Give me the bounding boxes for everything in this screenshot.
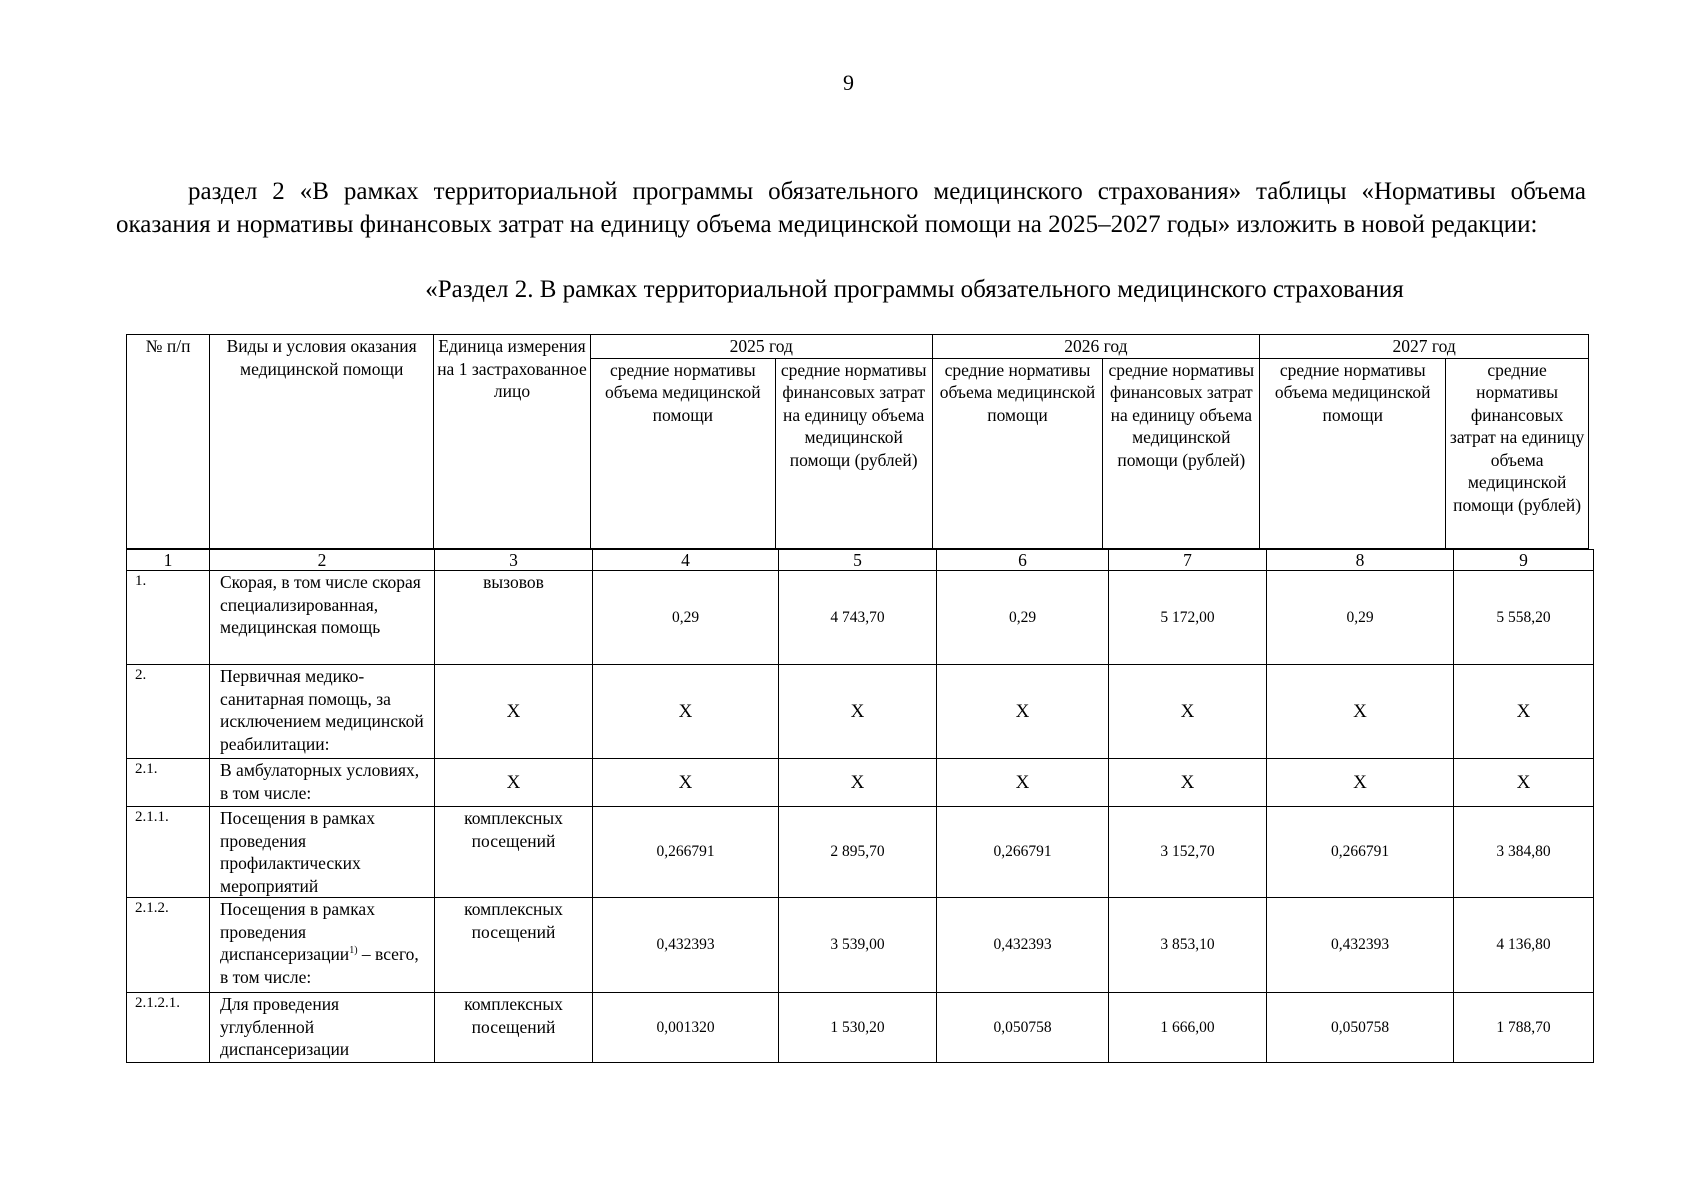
cost-2027: 5 558,20	[1454, 571, 1594, 665]
intro-text: раздел 2 «В рамках территориальной программы обязательного медицинского страхования» таблицы «Нормативы объема оказания и нормативы финансовых затрат на единицу объема медицинской помощи на 2025–2027 годы» изложить в новой редакции:	[116, 178, 1586, 238]
column-number: 1	[127, 550, 210, 571]
cost-2025: X	[779, 759, 937, 807]
row-unit: комплексных посещений	[435, 807, 593, 898]
row-number: 1.	[127, 571, 210, 665]
row-unit: X	[435, 665, 593, 759]
row-number: 2.	[127, 665, 210, 759]
row-unit: вызовов	[435, 571, 593, 665]
table-row	[127, 993, 1594, 1063]
volume-2026: 0,050758	[937, 993, 1109, 1063]
volume-2026: 0,266791	[937, 807, 1109, 898]
header-2027-volume: средние нормативы объема медицинской помощи	[1260, 358, 1446, 548]
row-name-part: Посещения в рамках проведения диспансеризации	[220, 899, 375, 964]
cost-2027: 1 788,70	[1454, 993, 1594, 1063]
section-title	[0, 273, 1697, 306]
cost-2026: 5 172,00	[1109, 571, 1267, 665]
row-number: 2.1.1.	[127, 807, 210, 898]
volume-2027: 0,050758	[1267, 993, 1454, 1063]
column-number: 5	[779, 550, 937, 571]
cost-2025: 1 530,20	[779, 993, 937, 1063]
volume-2025: 0,29	[593, 571, 779, 665]
cost-2026: 3 152,70	[1109, 807, 1267, 898]
column-number-row	[127, 550, 1594, 571]
cost-2026: 1 666,00	[1109, 993, 1267, 1063]
column-number: 7	[1109, 550, 1267, 571]
volume-2025: 0,001320	[593, 993, 779, 1063]
table-row	[127, 665, 1594, 759]
table-row	[127, 571, 1594, 665]
row-name	[210, 898, 435, 993]
volume-2027: 0,266791	[1267, 807, 1454, 898]
cost-2027: 4 136,80	[1454, 898, 1594, 993]
row-unit: X	[435, 759, 593, 807]
cost-2025: 2 895,70	[779, 807, 937, 898]
volume-2025: 0,266791	[593, 807, 779, 898]
column-number: 9	[1454, 550, 1594, 571]
footnote-marker: 1)	[349, 945, 358, 957]
table-row	[127, 807, 1594, 898]
table-row	[127, 898, 1594, 993]
row-name: В амбулаторных условиях, в том числе:	[210, 759, 435, 807]
table-header	[126, 334, 1589, 549]
cost-2025: X	[779, 665, 937, 759]
column-number: 8	[1267, 550, 1454, 571]
header-2025-volume: средние нормативы объема медицинской помощи	[590, 358, 775, 548]
volume-2025: 0,432393	[593, 898, 779, 993]
row-name: Первичная медико-санитарная помощь, за исключением медицинской реабилитации:	[210, 665, 435, 759]
cost-2026: X	[1109, 759, 1267, 807]
header-2026-cost: средние нормативы финансовых затрат на единицу объема медицинской помощи (рублей)	[1103, 358, 1260, 548]
cost-2027: X	[1454, 759, 1594, 807]
header-unit: Единица измерения на 1 застрахованное лицо	[434, 335, 591, 549]
header-2026-volume: средние нормативы объема медицинской помощи	[932, 358, 1103, 548]
header-year-2025: 2025 год	[590, 335, 932, 359]
cost-2026: X	[1109, 665, 1267, 759]
volume-2026: 0,432393	[937, 898, 1109, 993]
volume-2026: X	[937, 665, 1109, 759]
table-row	[127, 759, 1594, 807]
volume-2027: 0,29	[1267, 571, 1454, 665]
row-name: Скорая, в том числе скорая специализированная, медицинская помощь	[210, 571, 435, 665]
header-num: № п/п	[127, 335, 210, 549]
volume-2026: X	[937, 759, 1109, 807]
header-2025-cost: средние нормативы финансовых затрат на единицу объема медицинской помощи (рублей)	[775, 358, 932, 548]
row-name: Для проведения углубленной диспансеризации	[210, 993, 435, 1063]
row-number: 2.1.2.1.	[127, 993, 210, 1063]
row-name-part: – всего, в том числе:	[220, 944, 419, 987]
column-number: 6	[937, 550, 1109, 571]
header-kind: Виды и условия оказания медицинской помощи	[210, 335, 434, 549]
page-number: 9	[843, 70, 854, 95]
row-number: 2.1.2.	[127, 898, 210, 993]
volume-2027: X	[1267, 759, 1454, 807]
header-year-2027: 2027 год	[1260, 335, 1589, 359]
cost-2027: X	[1454, 665, 1594, 759]
volume-2025: X	[593, 665, 779, 759]
row-unit: комплексных посещений	[435, 898, 593, 993]
column-number: 4	[593, 550, 779, 571]
row-number: 2.1.	[127, 759, 210, 807]
intro-paragraph	[116, 175, 1586, 241]
volume-2025: X	[593, 759, 779, 807]
header-year-2026: 2026 год	[932, 335, 1260, 359]
cost-2025: 3 539,00	[779, 898, 937, 993]
column-number: 3	[435, 550, 593, 571]
header-2027-cost: средние нормативы финансовых затрат на единицу объема медицинской помощи (рублей)	[1446, 358, 1589, 548]
row-unit: комплексных посещений	[435, 993, 593, 1063]
row-name: Посещения в рамках проведения профилактических мероприятий	[210, 807, 435, 898]
volume-2027: X	[1267, 665, 1454, 759]
volume-2026: 0,29	[937, 571, 1109, 665]
volume-2027: 0,432393	[1267, 898, 1454, 993]
column-number: 2	[210, 550, 435, 571]
cost-2026: 3 853,10	[1109, 898, 1267, 993]
table-body	[126, 549, 1594, 1063]
cost-2025: 4 743,70	[779, 571, 937, 665]
cost-2027: 3 384,80	[1454, 807, 1594, 898]
section-title-text: «Раздел 2. В рамках территориальной программы обязательного медицинского страхования	[425, 276, 1404, 303]
